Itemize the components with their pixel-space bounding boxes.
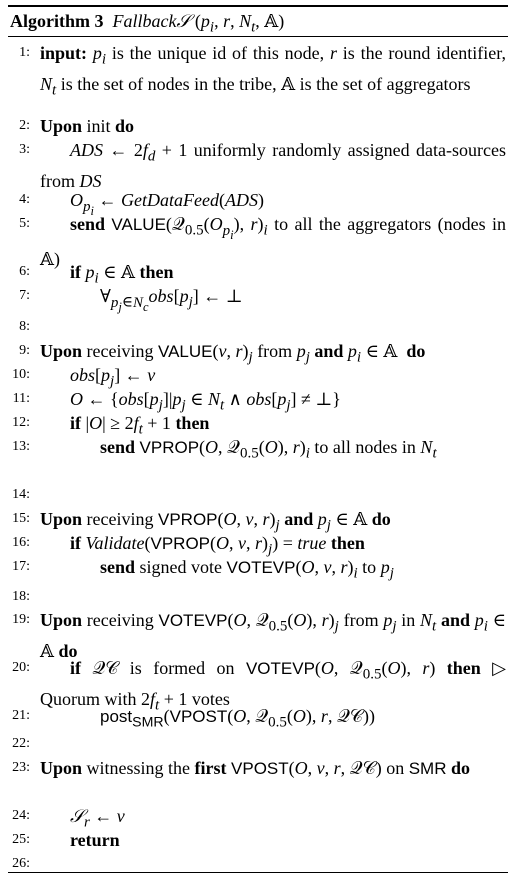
line-number: 22: <box>12 736 30 751</box>
line-number: 6: <box>19 264 30 279</box>
line-text: input: $p_i$ is the unique id of this node, r is the round identifier, $N_t$ is the set of nodes in the tribe, 𝔸 is the set of aggregators <box>40 43 506 99</box>
caption-rule <box>8 36 508 37</box>
line-text: if $p_i$ ∈ 𝔸 then <box>70 262 174 287</box>
line-number: 18: <box>12 589 30 604</box>
line-number: 17: <box>12 559 30 574</box>
line-number: 21: <box>12 708 30 723</box>
line-text: O ← {$obs[p_j]|p_j$ ∈ $N_t$ ∧ $obs[p_j]$ ≠ ⊥} <box>70 389 341 414</box>
line-number: 9: <box>19 343 30 358</box>
line-text: $\forall_{p_j\in N_c}obs[p_j]$ ← ⊥ <box>100 286 243 314</box>
line-text: send signed vote VOTEVP(O, v, $r)_i$ to $p_j$ <box>100 557 394 582</box>
line-number: 8: <box>19 319 30 334</box>
line-text: Upon witnessing the first VPOST(O, v, r, 𝒬𝒞) on SMR do <box>40 758 470 778</box>
line-number: 13: <box>12 439 30 454</box>
line-number: 16: <box>12 535 30 550</box>
line-text: send $VALUE(𝒬_{0.5}(O_{p_i})$, $r)_i$ to all the aggregators (nodes in 𝔸) <box>40 214 507 269</box>
line-number: 5: <box>19 216 30 231</box>
line-number: 10: <box>12 367 30 382</box>
line-text: Upon receiving VOTEVP(O, 𝒬$_{0.5}$(O), $r)_j$ from $p_j$ in $N_t$ and $p_i$ ∈ 𝔸 do <box>40 610 506 661</box>
algorithm-caption <box>10 9 284 40</box>
line-number: 19: <box>12 612 30 627</box>
line-number: 2: <box>19 118 30 133</box>
line-number: 20: <box>12 660 30 675</box>
caption-label: Algorithm 3 <box>10 11 104 31</box>
line-number: 25: <box>12 832 30 847</box>
line-text: $O_{p_i}$ ← GetDataFeed(ADS) <box>70 190 264 218</box>
line-number: 14: <box>12 487 30 502</box>
line-number: 15: <box>12 511 30 526</box>
line-number: 12: <box>12 415 30 430</box>
caption-signature: Fallback𝒮 ($p_i$, r, $N_t$, 𝔸) <box>112 11 285 36</box>
line-number: 1: <box>19 45 30 60</box>
line-text: ADS ← $2f_d + 1$ uniformly randomly assigned data-sources from DS <box>40 140 507 191</box>
line-number: 26: <box>12 856 30 871</box>
line-text: Upon receiving VALUE(v, $r)_j$ from $p_j$ and $p_i$ ∈ 𝔸 do <box>40 341 426 366</box>
line-number: 7: <box>19 288 30 303</box>
bottom-rule <box>8 872 508 873</box>
top-rule <box>8 5 508 7</box>
line-text: if 𝒬𝒞 is formed on VOTEVP(O, 𝒬$_{0.5}$(O), r) then ▷ Quorum with $2f_t + 1$ votes <box>40 658 507 714</box>
line-text: if $|O| \ge 2f_t + 1$ then <box>70 413 210 438</box>
line-number: 24: <box>12 808 30 823</box>
line-text: post$_{SMR}$(VPOST(O, 𝒬$_{0.5}$(O), r, 𝒬𝒞)) <box>100 706 375 731</box>
line-text: send VPROP(O, 𝒬$_{0.5}$(O), $r)_i$ to all nodes in $N_t$ <box>100 437 437 462</box>
line-number: 23: <box>12 760 30 775</box>
line-text: 𝒮$_r$ ← v <box>70 806 125 831</box>
line-text: $obs[p_j]$ ← v <box>70 365 156 390</box>
line-text: Upon receiving VPROP(O, v, $r)_j$ and $p_j$ ∈ 𝔸 do <box>40 509 391 534</box>
line-text: if Validate(VPROP(O, v, $r)_j$) = true then <box>70 533 365 558</box>
line-text: return <box>70 830 120 850</box>
line-text: Upon init do <box>40 116 135 136</box>
line-number: 11: <box>12 391 30 406</box>
line-number: 3: <box>19 142 30 157</box>
line-number: 4: <box>19 192 30 207</box>
